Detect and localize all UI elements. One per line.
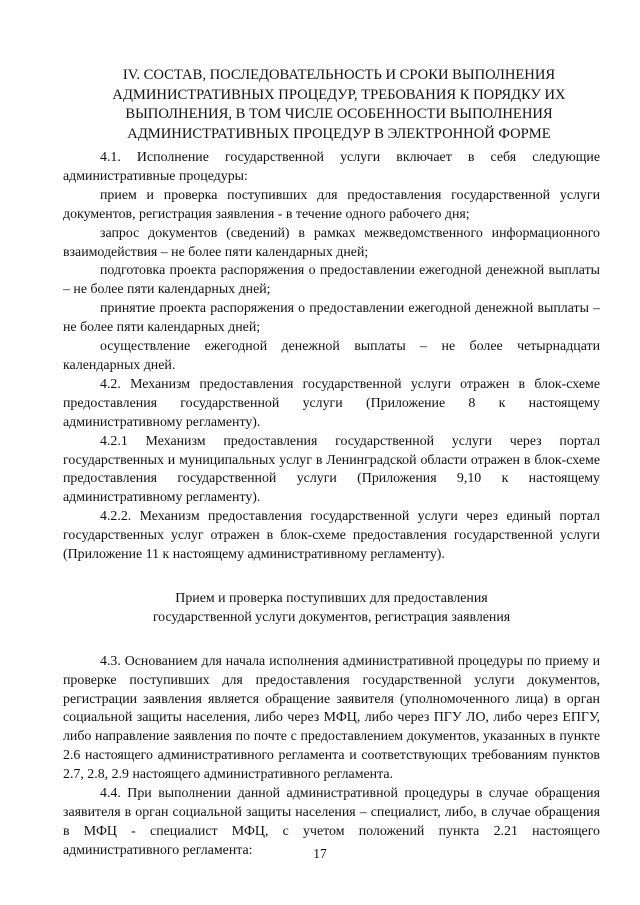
subheading-line: государственной услуги документов, регистрация заявления xyxy=(152,609,511,625)
document-body xyxy=(63,149,600,861)
subsection-heading xyxy=(63,590,600,628)
paragraph-procedure-request: запрос документов (сведений) в рамках межведомственного информационного взаимодействия – не более пяти календарных дней; xyxy=(63,225,600,260)
heading-line: ВЫПОЛНЕНИЯ, В ТОМ ЧИСЛЕ ОСОБЕННОСТИ ВЫПОЛНЕНИЯ xyxy=(125,106,553,122)
subheading-line: Прием и проверка поступивших для предоставления xyxy=(175,590,488,606)
heading-line: IV. СОСТАВ, ПОСЛЕДОВАТЕЛЬНОСТЬ И СРОКИ ВЫПОЛНЕНИЯ xyxy=(122,67,556,83)
paragraph-4-1: 4.1. Исполнение государственной услуги включает в себя следующие административные процедуры: xyxy=(63,150,600,184)
paragraph-procedure-draft: подготовка проекта распоряжения о предоставлении ежегодной денежной выплаты – не более пяти календарных дней; xyxy=(63,263,600,298)
heading-line: АДМИНИСТРАТИВНЫХ ПРОЦЕДУР, ТРЕБОВАНИЯ К ПОРЯДКУ ИХ xyxy=(112,86,566,103)
heading-line: АДМИНИСТРАТИВНЫХ ПРОЦЕДУР В ЭЛЕКТРОННОЙ ФОРМЕ xyxy=(127,125,551,142)
paragraph-4-2-1: 4.2.1 Механизм предоставления государственной услуги через портал государственных и муниципальных услуг в Ленинградской области отражен в блок-схеме предоставления государственной услуги (Приложения 9,10 к настоящему административному регламенту). xyxy=(63,433,600,506)
paragraph-procedure-intake: прием и проверка поступивших для предоставления государственной услуги документов, регистрация заявления - в течение одного рабочего дня; xyxy=(63,187,600,222)
paragraph-procedure-approval: принятие проекта распоряжения о предоставлении ежегодной денежной выплаты – не более пяти календарных дней; xyxy=(63,301,600,336)
paragraph-4-2-2: 4.2.2. Механизм предоставления государственной услуги через единый портал государственных услуг отражен в блок-схеме предоставления государственной услуги (Приложение 11 к настоящему административному регламенту). xyxy=(63,509,600,563)
section-heading xyxy=(58,66,620,144)
paragraph-4-2: 4.2. Механизм предоставления государственной услуги отражен в блок-схеме предоставления государственной услуги (Приложение 8 к настоящему административному регламенту). xyxy=(63,376,600,430)
paragraph-procedure-payment: осуществление ежегодной денежной выплаты – не более четырнадцати календарных дней. xyxy=(63,339,600,373)
page-number: 17 xyxy=(313,846,327,861)
paragraph-4-4: 4.4. При выполнении данной административной процедуры в случае обращения заявителя в орган социальной защиты населения – специалист, либо, в случае обращения в МФЦ - специалист МФЦ, с учетом положений пункта 2.21 настоящего административного регламента: xyxy=(63,786,600,858)
paragraph-4-3: 4.3. Основанием для начала исполнения административной процедуры по приему и проверке поступивших для предоставления государственной услуги документов, регистрации заявления является обращение заявителя (уполномоченного лица) в орган социальной защиты населения, либо через МФЦ, либо через ПГУ ЛО, либо через ЕПГУ, либо направление заявления по почте с предоставлением документов, указанных в пункте 2.6 настоящего административного регламента и соответствующих требованиям пунктов 2.7, 2.8, 2.9 настоящего административного регламента. xyxy=(63,653,600,783)
